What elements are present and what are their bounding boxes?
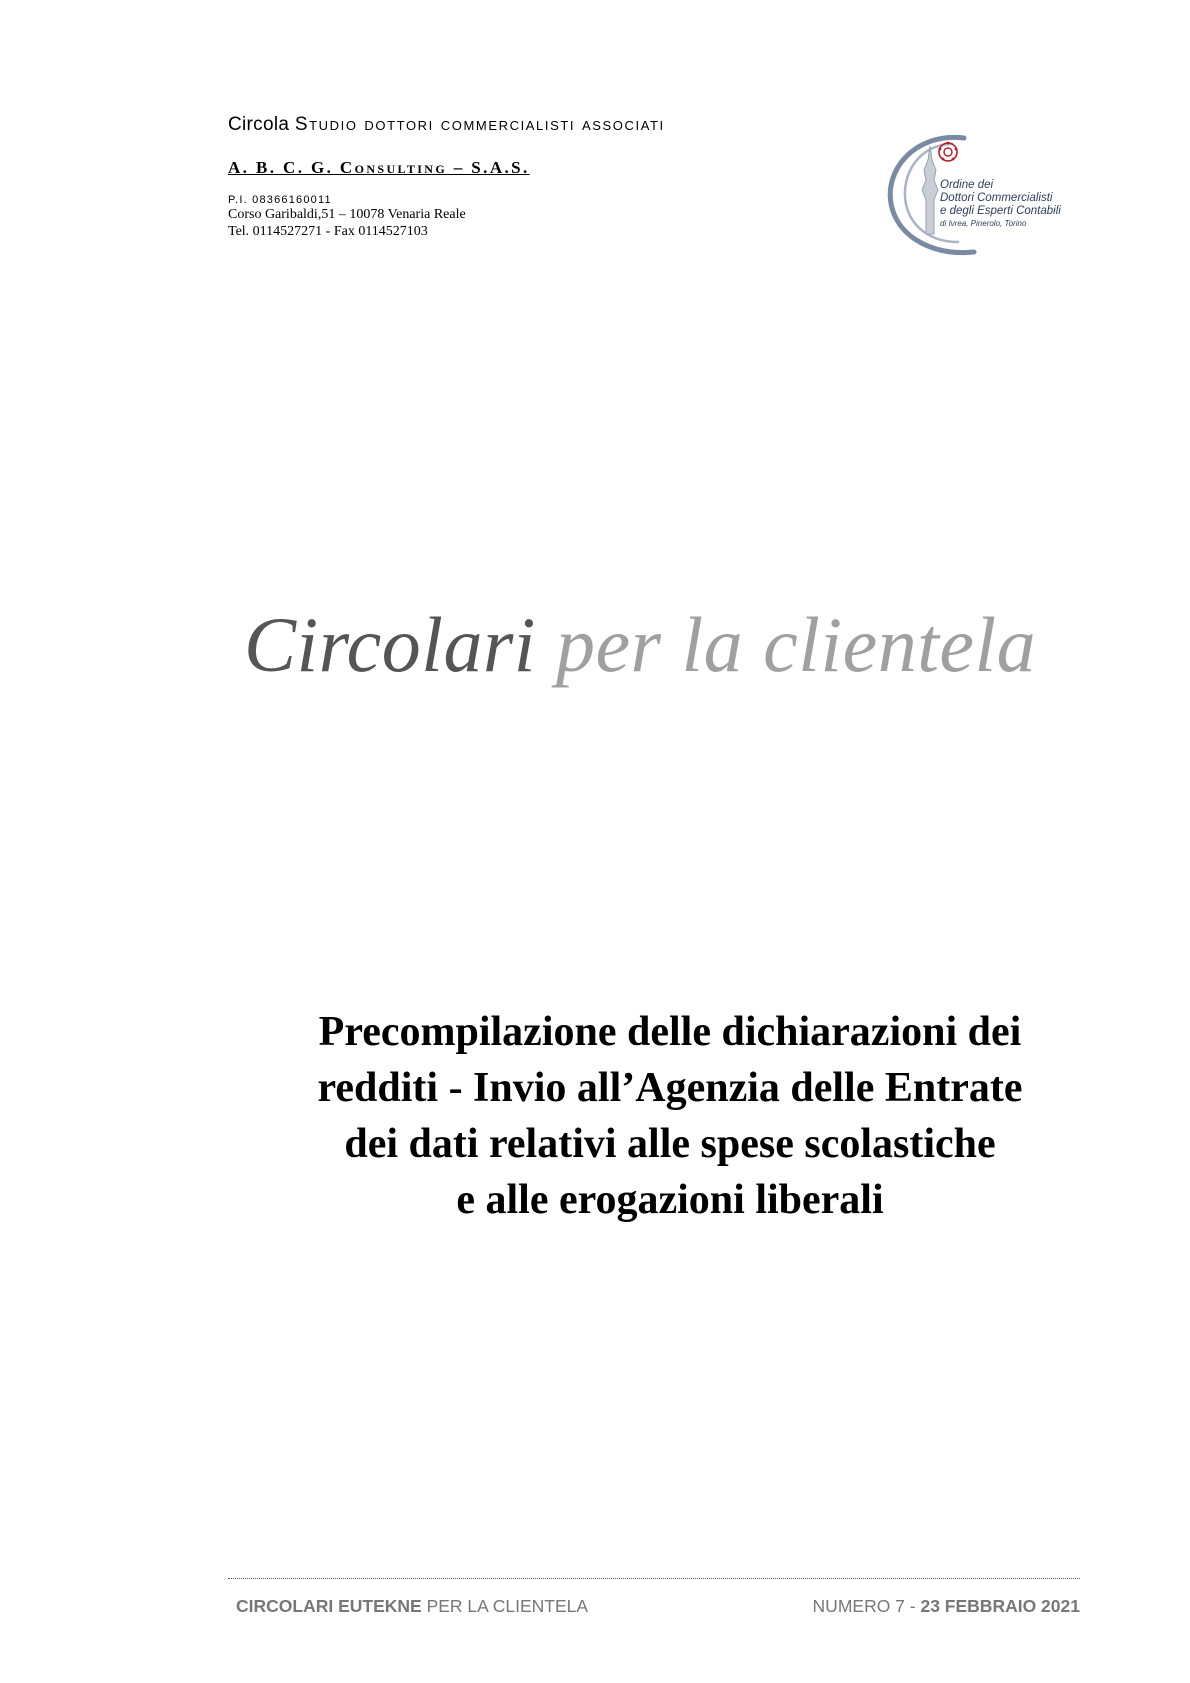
circular-subject (200, 1004, 1140, 1228)
ordine-logo (886, 130, 1086, 260)
phone-fax: Tel. 0114527271 - Fax 0114527103 (228, 224, 428, 239)
logo-text (940, 179, 1061, 229)
studio-prefix: Circola (228, 114, 290, 135)
footer-issue (813, 1596, 1080, 1617)
footer-issue-number: NUMERO 7 - (812, 1596, 921, 1616)
studio-description: Studio dottori commercialisti associati (294, 114, 665, 135)
company-name: A. B. C. G. Consulting – S.A.S. (228, 158, 530, 177)
title-part-2: per la clientela (555, 601, 1037, 688)
studio-name (228, 114, 848, 136)
subject-line-4: e alle erogazioni liberali (456, 1177, 884, 1223)
logo-line-4: di Ivrea, Pinerolo, Torino (940, 219, 1027, 228)
footer-publication (236, 1596, 588, 1617)
footer-issue-date: 23 FEBBRAIO 2021 (920, 1596, 1080, 1616)
footer-divider (228, 1578, 1080, 1579)
logo-line-2: Dottori Commercialisti (940, 192, 1053, 204)
publication-title (244, 600, 1036, 690)
vat-number: P.I. 08366160011 (228, 194, 332, 206)
subject-line-1: Precompilazione delle dichiarazioni dei (318, 1009, 1022, 1055)
subject-line-3: dei dati relativi alle spese scolastiche (344, 1121, 996, 1167)
footer-brand: CIRCOLARI EUTEKNE (236, 1596, 422, 1616)
title-part-1: Circolari (244, 601, 536, 688)
logo-line-3: e degli Esperti Contabili (940, 205, 1061, 217)
logo-line-1: Ordine dei (940, 179, 994, 191)
footer-brand-rest: PER LA CLIENTELA (421, 1596, 589, 1616)
address: Corso Garibaldi,51 – 10078 Venaria Reale (228, 207, 466, 222)
letterhead (228, 114, 848, 240)
subject-line-2: redditi - Invio all’Agenzia delle Entrate (317, 1065, 1023, 1111)
